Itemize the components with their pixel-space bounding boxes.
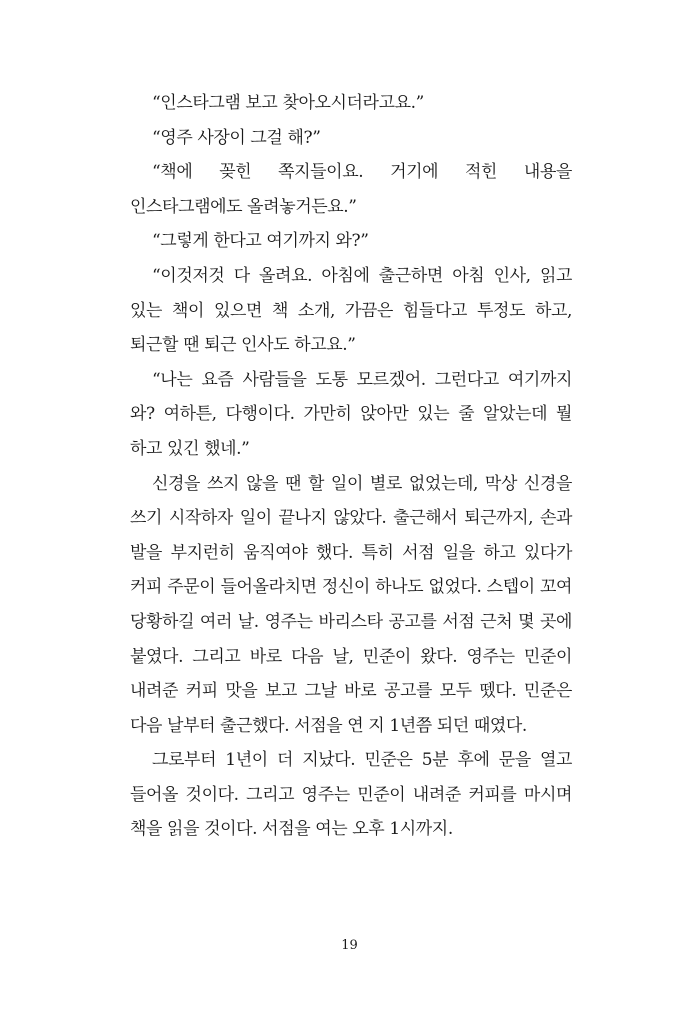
body-text (130, 86, 572, 847)
paragraph-7: 신경을 쓰지 않을 땐 할 일이 별로 없었는데, 막상 신경을 쓰기 시작하자 일이 끝나지 않았다. 출근해서 퇴근까지, 손과 발을 부지런히 움직여야 했다. 특히 서점 일을 하고 있다가 커피 주문이 들어올라치면 정신이 하나도 없었다. 스텝이 꼬여 당황하길 여러 날. 영주는 바리스타 공고를 서점 근처 몇 곳에 붙였다. 그리고 바로 다음 날, 민준이 왔다. 영주는 민준이 내려준 커피 맛을 보고 그날 바로 공고를 모두 뗐다. 민준은 다음 날부터 출근했다. 서점을 연 지 1년쯤 되던 때였다. (130, 473, 572, 736)
paragraph-2: “영주 사장이 그걸 해?” (152, 127, 321, 148)
paragraph-6: “나는 요즘 사람들을 도통 모르겠어. 그런다고 여기까지 와? 여하튼, 다행이다. 가만히 앉아만 있는 줄 알았는데 뭘 하고 있긴 했네.” (130, 369, 572, 459)
page-number: 19 (341, 938, 358, 953)
paragraph-5: “이것저것 다 올려요. 아침에 출근하면 아침 인사, 읽고 있는 책이 있으면 책 소개, 가끔은 힘들다고 투정도 하고, 퇴근할 땐 퇴근 인사도 하고요.” (130, 265, 572, 356)
paragraph-1: “인스타그램 보고 찾아오시더라고요.” (152, 93, 424, 113)
paragraph-8: 그로부터 1년이 더 지났다. 민준은 5분 후에 문을 열고 들어올 것이다. 그리고 영주는 민준이 내려준 커피를 마시며 책을 읽을 것이다. 서점을 여는 오후 1시까지. (130, 750, 572, 840)
paragraph-4: “그렇게 한다고 여기까지 와?” (152, 231, 369, 252)
paragraph-3: “책에 꽂힌 쪽지들이요. 거기에 적힌 내용을 인스타그램에도 올려놓거든요.” (130, 162, 572, 217)
